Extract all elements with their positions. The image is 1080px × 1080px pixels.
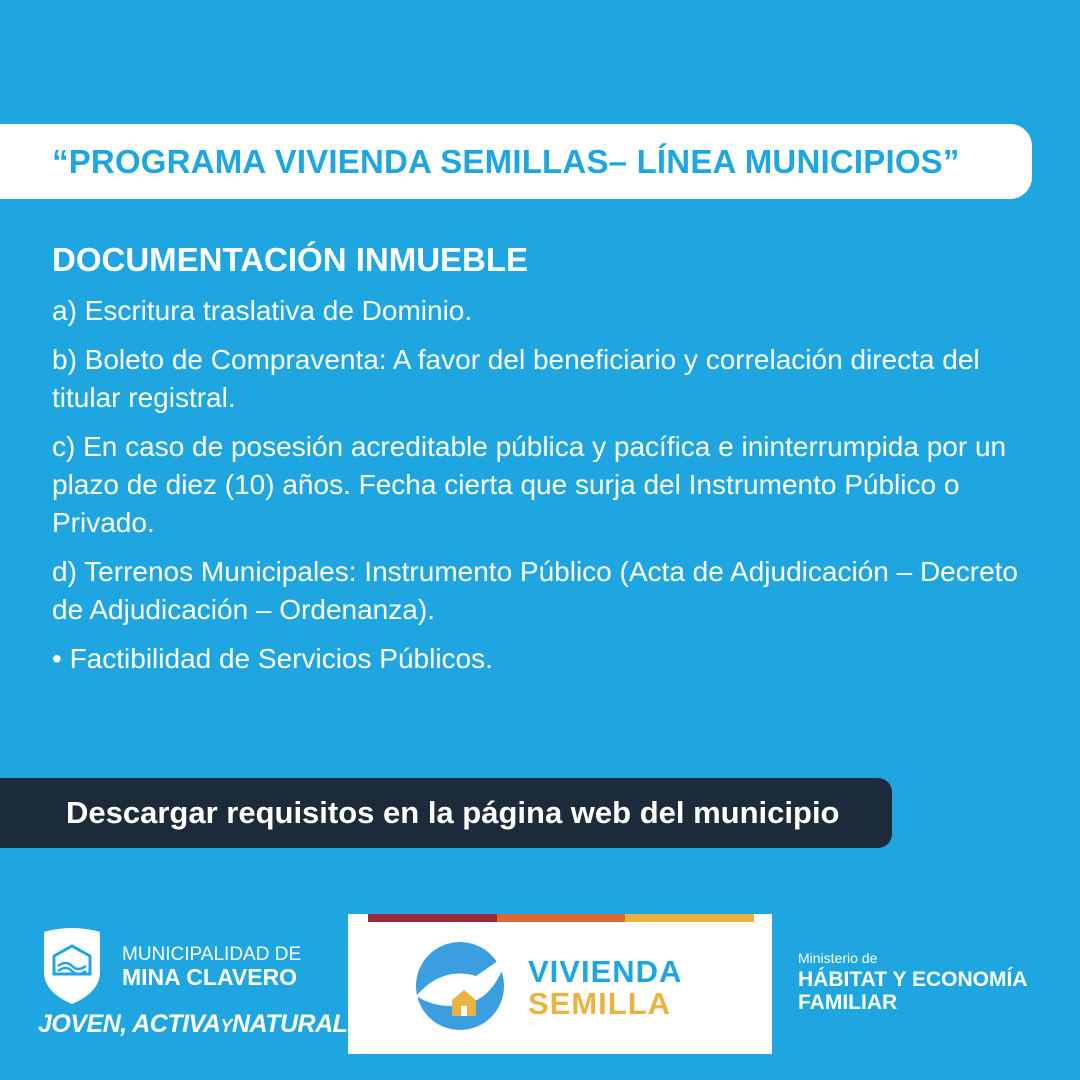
download-banner	[0, 778, 892, 848]
requirement-item-d: d) Terrenos Municipales: Instrumento Público (Acta de Adjudicación – Decreto de Adjudicación – Ordenanza).	[52, 556, 1018, 625]
house-bird-icon	[412, 936, 512, 1036]
page-title: “PROGRAMA VIVIENDA SEMILLAS– LÍNEA MUNICIPIOS”	[52, 142, 960, 180]
municipality-tagline	[38, 1010, 347, 1039]
requirement-item-c: c) En caso de posesión acreditable pública y pacífica e ininterrumpida por un plazo de diez (10) años. Fecha cierta que surja del Instrumento Público o Privado.	[52, 431, 1007, 538]
municipality-logo	[36, 926, 348, 1046]
tagline-part-c: NATURAL	[231, 1010, 348, 1038]
ministry-name	[798, 968, 1027, 1014]
title-banner	[0, 124, 1032, 199]
tagline-part-b: Y	[220, 1016, 232, 1036]
municipality-line1: MUNICIPALIDAD DE	[122, 944, 302, 965]
vivienda-semilla-logo	[348, 914, 772, 1054]
tagline-part-a: JOVEN, ACTIVA	[38, 1010, 221, 1038]
download-requirements-text: Descargar requisitos en la página web del municipio	[66, 795, 840, 830]
section-heading: DOCUMENTACIÓN INMUEBLE	[52, 241, 529, 278]
ministry-prefix: Ministerio de	[798, 950, 878, 966]
ministry-name-line2: FAMILIAR	[798, 991, 898, 1014]
logo-word-semilla: SEMILLA	[528, 986, 672, 1021]
requirement-item-a: a) Escritura traslativa de Dominio.	[52, 295, 473, 326]
shield-icon	[36, 926, 108, 1006]
document-requirements	[52, 238, 1042, 689]
logo-color-stripes	[368, 914, 754, 922]
municipality-name: MINA CLAVERO	[122, 964, 298, 990]
ministry-name-line1: HÁBITAT Y ECONOMÍA	[798, 968, 1028, 991]
logo-word-vivienda: VIVIENDA	[528, 954, 683, 989]
requirement-item-bullet: • Factibilidad de Servicios Públicos.	[52, 643, 493, 674]
requirement-item-b: b) Boleto de Compraventa: A favor del beneficiario y correlación directa del titular registral.	[52, 344, 980, 413]
